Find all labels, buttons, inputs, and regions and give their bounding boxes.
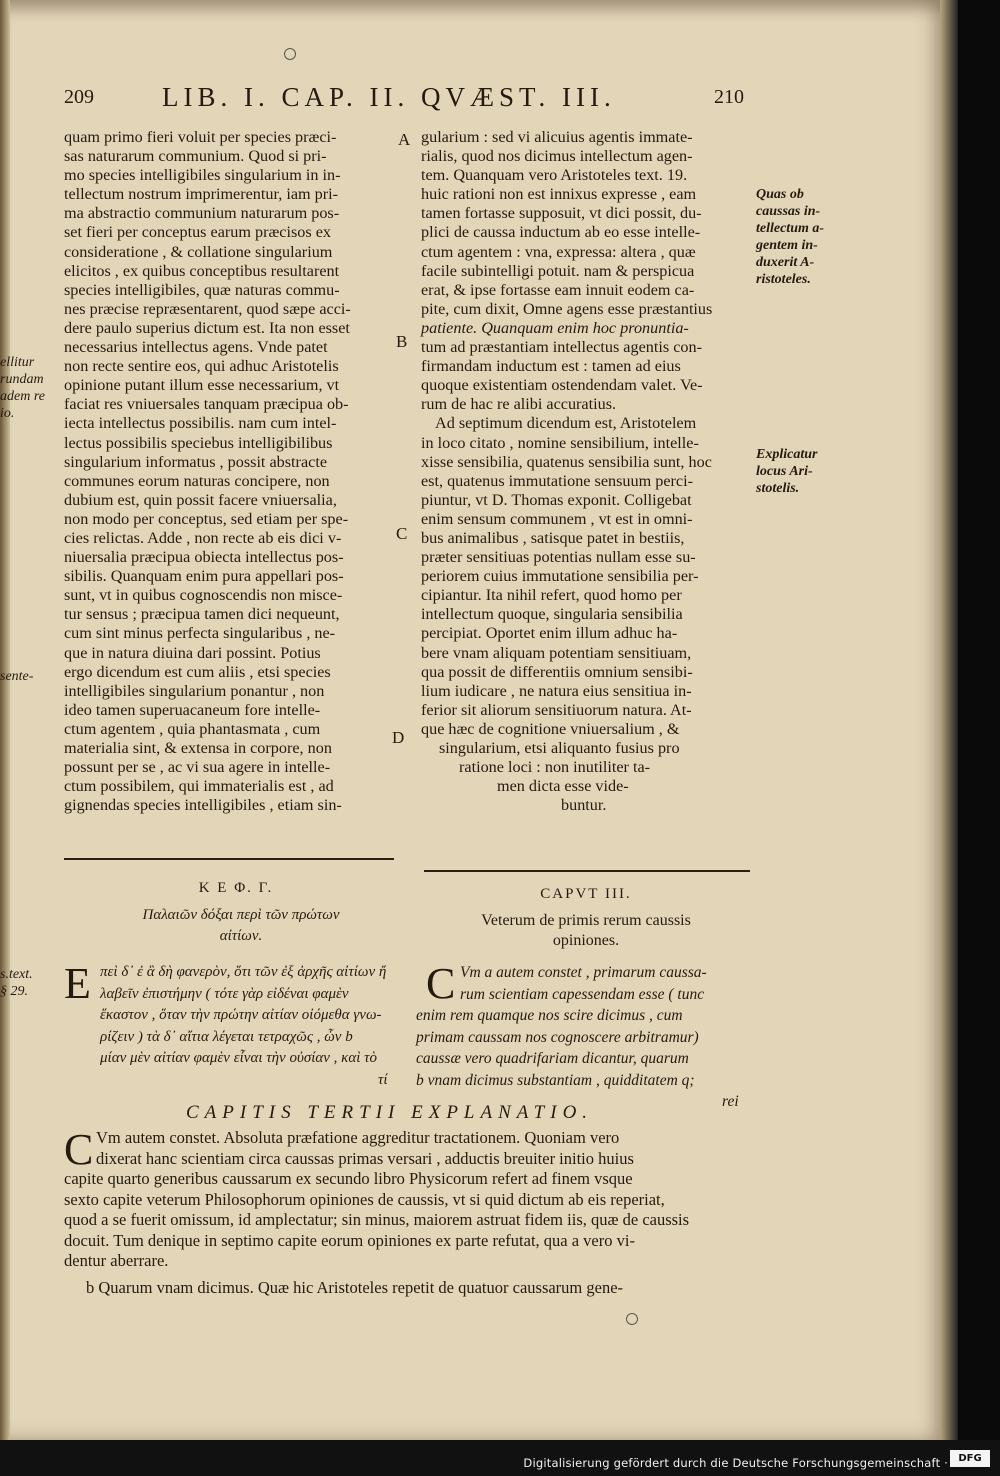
text-line: patiente. Quanquam enim hoc pronuntia- xyxy=(421,318,689,337)
text-line: tem. Quanquam vero Aristoteles text. 19. xyxy=(421,166,688,185)
ink-spot xyxy=(626,1313,638,1325)
left-margin-note-3 xyxy=(0,966,33,1000)
greek-text-block xyxy=(100,962,388,1091)
text-line: qua possit de differentiis omnium sensibi- xyxy=(421,662,693,681)
greek-line: ἕκαστον , ὅταν τὴν πρώτην αἰτίαν οἰόμεθα γνω- xyxy=(100,1007,382,1023)
margin-line: Quas ob xyxy=(756,187,804,202)
margin-line: io. xyxy=(0,406,15,421)
text-line: Ad septimum dicendum est, Aristotelem xyxy=(435,414,697,433)
margin-line: stotelis. xyxy=(756,481,800,496)
explanation-line: docuit. Tum denique in septimo capite eorum opiniones ex parte refutat, qua a vero vi- xyxy=(64,1230,635,1250)
text-line: sibilis. Quanquam enim pura appellari pos- xyxy=(64,567,344,586)
text-line: huic rationi non est innixus expresse , eam xyxy=(421,185,697,204)
latin-chapter-heading: CAPVT III. xyxy=(540,886,632,902)
left-column xyxy=(64,128,351,815)
text-line: erat, & ipse fortasse eam innuit eodem ca- xyxy=(421,280,695,299)
text-line: sas naturarum communium. Quod si pri- xyxy=(64,147,327,166)
explanation-line: capite quarto generibus caussarum ex secundo libro Physicorum refert ad finem vsque xyxy=(64,1169,633,1188)
latin-text-block xyxy=(416,962,739,1113)
text-line: gignendas species intelligibiles , etiam sin- xyxy=(64,796,342,815)
text-line: intelligibiles singularium ponantur , non xyxy=(64,681,325,700)
text-line: quoque existentiam ostendendam valet. Ve- xyxy=(421,376,703,395)
section-letter-a: A xyxy=(398,130,411,149)
text-line: cipiantur. Ita nihil refert, quod homo per xyxy=(421,586,682,605)
text-line: consideratione , & collatione singularium xyxy=(64,242,333,261)
margin-line: locus Ari- xyxy=(756,464,813,479)
text-line: est, quatenus immutatione sensuum perci- xyxy=(421,471,693,490)
text-line: tellectum nostrum imprimerentur, iam pri- xyxy=(64,185,339,204)
right-page-number: 210 xyxy=(714,86,744,108)
explanation-line: sexto capite veterum Philosophorum opiniones de caussis, vt si quid dictum ab eis reperiat, xyxy=(64,1189,665,1209)
text-line: bere vnam aliquam potentiam sensitiuam, xyxy=(421,643,692,662)
text-line: ctum agentem , quia phantasmata , cum xyxy=(64,719,321,738)
margin-line: ristoteles. xyxy=(756,272,811,287)
text-line: sunt, vt in quibus cognoscendis non misce- xyxy=(64,586,343,605)
explanation-line: dentur aberrare. xyxy=(64,1251,169,1270)
text-line: xisse sensibilia, quatenus sensibilia sunt, hoc xyxy=(421,452,712,471)
text-line: necessarius intellectus agens. Vnde patet xyxy=(64,338,328,357)
text-line: niuersalia præcipua obiecta intellectus pos- xyxy=(64,548,344,567)
latin-drop-capital: C xyxy=(426,959,456,1008)
latin-chapter-subheading-2: opiniones. xyxy=(552,932,620,949)
text-line: in loco citato , nomine sensibilium, intelle- xyxy=(421,433,699,452)
explanation-line: dixerat hanc scientiam circa caussas primas versari , adductis breuiter initio huius xyxy=(96,1148,634,1168)
explanation-title: CAPITIS TERTII EXPLANATIO. xyxy=(186,1102,594,1123)
text-line: dere paulo superius dictum est. Ita non esset xyxy=(64,318,350,337)
margin-line: rundam xyxy=(0,372,44,387)
text-line: dubium est, quin possit facere vniuersalia, xyxy=(64,490,337,509)
margin-line: duxerit A- xyxy=(756,255,815,270)
text-line: que hæc de cognitione vniuersalium , & xyxy=(421,719,680,738)
text-line: enim sensum communem , vt est in omni- xyxy=(421,509,693,528)
section-letter-d: D xyxy=(392,728,405,747)
text-line: bus animalibus , satisque patet in bestiis, xyxy=(421,528,685,547)
greek-line: πεὶ δ᾽ ἐ ἃ δὴ φανερὸν, ὅτι τῶν ἐξ ἀρχῆς αἰτίων ἤ xyxy=(100,964,387,980)
text-line: ideo tamen superuacaneum fore intelle- xyxy=(64,700,321,719)
section-letter-c: C xyxy=(396,524,408,543)
text-line: pite, cum dixit, Omne agens esse præstantius xyxy=(421,299,713,318)
text-line: intellectum quoque, singularia sensibilia xyxy=(421,605,683,624)
running-header: LIB. I. CAP. II. QVÆST. III. xyxy=(162,82,616,112)
text-line: rialis, quod nos dicimus intellectum agen- xyxy=(421,147,693,166)
explanation-line: quod a se fuerit omissum, id amplectatur; sin minus, maiorem astruat fidem iis, quæ de caussis xyxy=(64,1210,690,1229)
text-line: communes eorum naturas concipere, non xyxy=(64,471,330,490)
margin-line: ellitur xyxy=(0,355,35,370)
divider-rule-left xyxy=(64,858,394,860)
greek-line: ρίζειν ) τὰ δ᾽ αἴτια λέγεται τετραχῶς , ὧν b xyxy=(100,1028,353,1045)
latin-line: primam caussam nos cognoscere arbitramur) xyxy=(416,1028,699,1046)
text-line: singularium, etsi aliquanto fusius pro xyxy=(439,739,680,757)
greek-drop-capital: Ε xyxy=(64,959,91,1008)
latin-line: b vnam dicimus substantiam , quidditatem q; xyxy=(416,1071,695,1089)
margin-line: adem re xyxy=(0,389,45,404)
text-line: materialia sint, & extensa in corpore, non xyxy=(64,739,332,757)
greek-line: μίαν μὲν αἰτίαν φαμὲν εἶναι τὴν οὐσίαν , καὶ τὸ xyxy=(100,1050,378,1066)
right-margin-note xyxy=(756,186,824,288)
text-line: piuntur, vt D. Thomas exponit. Colligebat xyxy=(421,490,692,509)
ink-spot xyxy=(284,48,296,60)
page-gutter xyxy=(0,0,10,1440)
text-line: iecta intellectus possibilis. nam cum intel- xyxy=(64,414,337,433)
text-line: periorem cuius immutatione sensibilia per- xyxy=(421,567,699,586)
text-line: faciat res vniuersales tanquam præcipua ob- xyxy=(64,395,349,414)
latin-line: enim rem quamque nos scire dicimus , cum xyxy=(416,1007,683,1024)
explanation-drop-capital: C xyxy=(64,1125,94,1174)
text-line: cum sint minus perfecta singularibus , ne- xyxy=(64,624,336,643)
text-line: ma abstractio communium naturarum pos- xyxy=(64,204,340,223)
right-margin-note-2 xyxy=(756,446,817,497)
text-line: plici de caussa inductum ab eo esse intelle- xyxy=(421,223,701,242)
text-line: tur sensus ; præcipua tamen dici nequeunt, xyxy=(64,605,340,624)
explanation-line: b Quarum vnam dicimus. Quæ hic Aristoteles repetit de quatuor caussarum gene- xyxy=(86,1277,624,1297)
latin-line: rum scientiam capessendam esse ( tunc xyxy=(460,985,705,1003)
text-line: ferior sit aliorum sensitiuorum natura. At- xyxy=(421,700,692,719)
text-line: præter sensitiuas potentias nullam esse su- xyxy=(421,548,696,567)
footer-credit: Digitalisierung gefördert durch die Deutsche Forschungsgemeinschaft · xyxy=(523,1456,948,1470)
text-line: rum de hac re alibi accuratius. xyxy=(421,395,617,414)
text-line: facile subintelligi potuit. nam & perspicua xyxy=(421,261,695,280)
text-line: quam primo fieri voluit per species præci- xyxy=(64,128,337,146)
text-line: non modo per conceptus, sed etiam per spe- xyxy=(64,509,349,528)
text-line: firmandam inductum est : tamen ad eius xyxy=(421,357,681,376)
greek-chapter-subheading: Παλαιῶν δόξαι περὶ τῶν πρώτων xyxy=(142,907,340,923)
greek-line: τί xyxy=(378,1071,388,1088)
latin-chapter-subheading: Veterum de primis rerum caussis xyxy=(481,912,691,929)
page-edge xyxy=(940,0,958,1440)
text-line: singularium informatus , possit abstracte xyxy=(64,452,327,471)
divider-rule-right xyxy=(424,870,750,872)
margin-line: s.text. xyxy=(0,967,33,982)
text-line: set fieri per conceptus earum præcisos ex xyxy=(64,223,331,242)
section-letter-b: B xyxy=(396,332,408,351)
margin-line: § 29. xyxy=(0,984,28,999)
text-line: elicitos , ex quibus conceptibus resultarent xyxy=(64,261,340,280)
greek-chapter-subheading-2: αἰτίων. xyxy=(219,928,263,944)
explanation-text xyxy=(64,1128,690,1298)
margin-line: gentem in- xyxy=(756,238,818,253)
explanation-line: Vm autem constet. Absoluta præfatione aggreditur tractationem. Quoniam vero xyxy=(96,1128,620,1147)
margin-line: tellectum a- xyxy=(756,221,825,236)
text-line: buntur. xyxy=(561,796,607,815)
text-line: ctum possibilem, qui immaterialis est , ad xyxy=(64,777,334,796)
dfg-logo: DFG xyxy=(950,1450,990,1467)
text-line: ergo dicendum est cum aliis , etsi species xyxy=(64,662,331,681)
text-line: men dicta esse vide- xyxy=(497,777,629,796)
text-line: percipiat. Oportet enim illum adhuc ha- xyxy=(421,624,678,643)
greek-chapter-heading: Κ Ε Φ. Γ. xyxy=(198,880,274,896)
left-margin-note-2 xyxy=(0,668,33,685)
left-margin-note xyxy=(0,354,45,422)
margin-line: Explicatur xyxy=(756,447,818,462)
text-line: nes præcise repræsentarent, quod sæpe acci- xyxy=(64,299,351,318)
text-line: non recte sentire eos, qui adhuc Aristotelis xyxy=(64,357,339,376)
latin-line: caussæ vero quadrifariam dicantur, quarum xyxy=(416,1050,689,1067)
text-line: opinione putant illum esse necessarium, vt xyxy=(64,376,340,395)
text-line: lium iudicare , ne natura eius sensitiua in- xyxy=(421,681,692,700)
text-line: tamen fortasse supposuit, vt dici possit, du- xyxy=(421,204,702,223)
margin-line: caussas in- xyxy=(756,204,821,219)
text-line: species intelligibiles, quæ naturas commu- xyxy=(64,280,340,299)
text-line: ctum agentem : vna, expressa: altera , quæ xyxy=(421,242,696,261)
latin-line: rei xyxy=(722,1093,739,1110)
text-line: lectus possibilis speciebus intelligibilibus xyxy=(64,433,333,452)
greek-line: λαβεῖν ἐπιστήμην ( τότε γὰρ εἰδέναι φαμὲν xyxy=(100,985,349,1002)
text-line: cies relictas. Adde , non recte ab eis dici v- xyxy=(64,528,342,547)
text-line: gularium : sed vi alicuius agentis immate- xyxy=(421,128,693,146)
text-line: ratione loci : non inutiliter ta- xyxy=(459,758,651,777)
text-line: mo species intelligibiles singularium in in- xyxy=(64,166,341,185)
margin-line: sente- xyxy=(0,669,34,684)
left-page-number: 209 xyxy=(64,86,94,108)
latin-line: Vm a autem constet , primarum caussa- xyxy=(460,964,707,981)
text-line: tum ad præstantiam intellectus agentis con- xyxy=(421,338,702,357)
text-line: que in natura diuina dari possint. Potius xyxy=(64,643,321,662)
text-line: possunt per se , ac vi sua agere in intelle- xyxy=(64,758,331,777)
right-column xyxy=(421,128,712,815)
